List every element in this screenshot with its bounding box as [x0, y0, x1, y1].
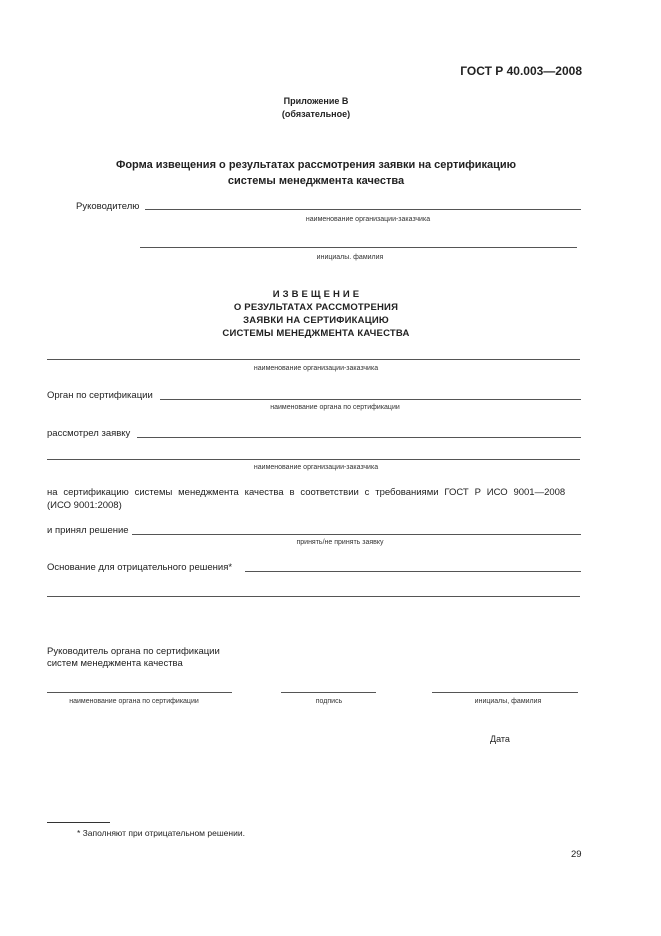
footnote-divider	[47, 822, 110, 823]
sign-signature-caption: подпись	[315, 698, 343, 705]
org-line-2[interactable]	[47, 459, 580, 460]
addressee-org-caption: наименование организации-заказчика	[305, 216, 431, 223]
decision-caption: принять/не принять заявку	[296, 539, 384, 546]
sign-name-line[interactable]	[432, 692, 578, 693]
paragraph-line-2: (ИСО 9001:2008)	[47, 500, 122, 511]
addressee-label: Руководителю	[76, 201, 140, 212]
cert-body-label: Орган по сертификации	[47, 390, 153, 401]
standard-number: ГОСТ Р 40.003—2008	[460, 64, 582, 78]
cert-body-line[interactable]	[160, 399, 581, 400]
notice-heading-3: ЗАЯВКИ НА СЕРТИФИКАЦИЮ	[243, 315, 389, 326]
form-title-line-2: системы менеджмента качества	[227, 175, 405, 187]
sign-org-caption: наименование органа по сертификации	[69, 698, 199, 705]
addressee-name-line[interactable]	[140, 247, 577, 248]
negative-reason-line-2[interactable]	[47, 596, 580, 597]
signature-title-2: систем менеджмента качества	[47, 658, 183, 669]
form-title-line-1: Форма извещения о результатах рассмотрения заявки на сертификацию	[115, 159, 517, 171]
reviewed-label: рассмотрел заявку	[47, 428, 131, 439]
sign-org-line[interactable]	[47, 692, 232, 693]
reviewed-line[interactable]	[137, 437, 581, 438]
org-line-1[interactable]	[47, 359, 580, 360]
decision-line[interactable]	[132, 534, 581, 535]
date-label: Дата	[490, 734, 510, 744]
signature-title-1: Руководитель органа по сертификации	[47, 646, 220, 657]
org-caption-1: наименование организации-заказчика	[253, 365, 379, 372]
paragraph-line-1: на сертификацию системы менеджмента качества в соответствии с требованиями ГОСТ Р ИСО 9001—2008	[47, 487, 566, 498]
appendix-status: (обязательное)	[281, 109, 351, 119]
notice-heading-1: И З В Е Щ Е Н И Е	[272, 289, 360, 300]
negative-reason-line[interactable]	[245, 571, 581, 572]
notice-heading-4: СИСТЕМЫ МЕНЕДЖМЕНТА КАЧЕСТВА	[222, 328, 410, 339]
addressee-name-caption: инициалы. фамилия	[316, 254, 384, 261]
sign-signature-line[interactable]	[281, 692, 376, 693]
appendix-title: Приложение В	[283, 96, 349, 106]
sign-name-caption: инициалы, фамилия	[474, 698, 542, 705]
negative-reason-label: Основание для отрицательного решения*	[47, 562, 233, 573]
org-caption-2: наименование организации-заказчика	[253, 464, 379, 471]
addressee-org-line[interactable]	[145, 209, 581, 210]
decision-label: и принял решение	[47, 525, 129, 536]
cert-body-caption: наименование органа по сертификации	[270, 404, 400, 411]
footnote: * Заполняют при отрицательном решении.	[77, 828, 245, 838]
page-number: 29	[571, 849, 582, 860]
notice-heading-2: О РЕЗУЛЬТАТАХ РАССМОТРЕНИЯ	[233, 302, 399, 313]
